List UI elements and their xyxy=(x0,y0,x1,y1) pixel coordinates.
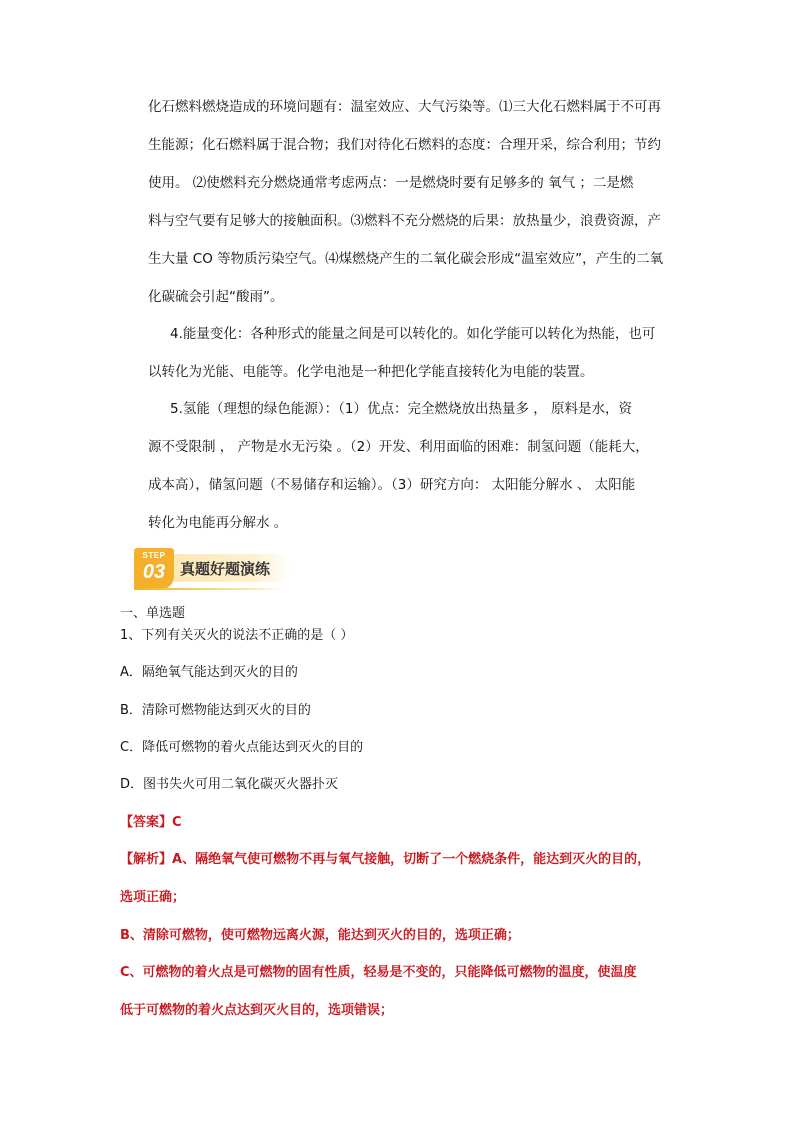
analysis-line-1 xyxy=(120,850,650,870)
step-word: STEP xyxy=(142,551,166,560)
point4-line-2: 以转化为光能、电能等。化学电池是一种把化学能直接转化为电能的装置。 xyxy=(148,364,594,380)
answer-value: C xyxy=(172,815,182,830)
intro-line-4: 料与空气要有足够大的接触面积。⑶燃料不充分燃烧的后果：放热量少，浪费资源，产 xyxy=(148,213,661,229)
step-banner xyxy=(134,548,294,592)
intro-line-2: 生能源；化石燃料属于混合物；我们对待化石燃料的态度：合理开采，综合利用；节约 xyxy=(148,137,661,153)
question-stem: 1、下列有关灭火的说法不正确的是（ ） xyxy=(120,628,354,643)
intro-line-5: 生大量 CO 等物质污染空气。⑷煤燃烧产生的二氧化碳会形成“温室效应”，产生的二氧 xyxy=(148,251,664,267)
analysis-label: 【解析】 xyxy=(120,852,173,867)
analysis-line-2: 选项正确； xyxy=(120,890,186,905)
intro-line-6: 化碳硫会引起“酸雨”。 xyxy=(148,289,284,305)
point4-line-1: 4.能量变化：各种形式的能量之间是可以转化的。如化学能可以转化为热能，也可 xyxy=(170,326,656,342)
point5-line-1: 5.氢能（理想的绿色能源）：（1）优点：完全燃烧放出热量多 ， 原料是水，资 xyxy=(170,401,633,417)
option-a: A．隔绝氧气能达到灭火的目的 xyxy=(120,665,298,680)
step-title: 真题好题演练 xyxy=(180,560,271,578)
step-number: 03 xyxy=(142,561,166,583)
answer-line xyxy=(120,813,182,833)
step-badge xyxy=(134,548,174,590)
option-b: B．清除可燃物能达到灭火的目的 xyxy=(120,703,311,718)
analysis-line-4: C、可燃物的着火点是可燃物的固有性质，轻易是不变的，只能降低可燃物的温度，使温度 xyxy=(120,965,637,980)
step-underline xyxy=(134,588,284,590)
section-heading: 一、单选题 xyxy=(120,606,186,621)
point5-line-4: 转化为电能再分解水 。 xyxy=(148,515,288,531)
analysis-line-3: B、清除可燃物，使可燃物远离火源，能达到灭火的目的，选项正确； xyxy=(120,928,520,943)
point5-line-2: 源不受限制 ， 产物是水无污染 。（2）开发、利用面临的困难：制氢问题（能耗大， xyxy=(148,439,649,455)
point5-line-3: 成本高），储氢问题（不易储存和运输）。（3）研究方向： 太阳能分解水 、 太阳能 xyxy=(148,477,636,493)
analysis-text-1: A、隔绝氧气使可燃物不再与氧气接触，切断了一个燃烧条件，能达到灭火的目的， xyxy=(172,852,651,867)
option-c: C．降低可燃物的着火点能达到灭火的目的 xyxy=(120,740,364,755)
intro-line-3: 使用。 ⑵使燃料充分燃烧通常考虑两点：一是燃烧时要有足够多的 氧气 ；二是燃 xyxy=(148,175,634,191)
analysis-line-5: 低于可燃物的着火点达到灭火目的，选项错误； xyxy=(120,1003,394,1018)
answer-label: 【答案】 xyxy=(120,815,173,830)
intro-line-1: 化石燃料燃烧造成的环境问题有：温室效应、大气污染等。⑴三大化石燃料属于不可再 xyxy=(148,99,661,115)
option-d: D．图书失火可用二氧化碳灭火器扑灭 xyxy=(120,777,339,792)
